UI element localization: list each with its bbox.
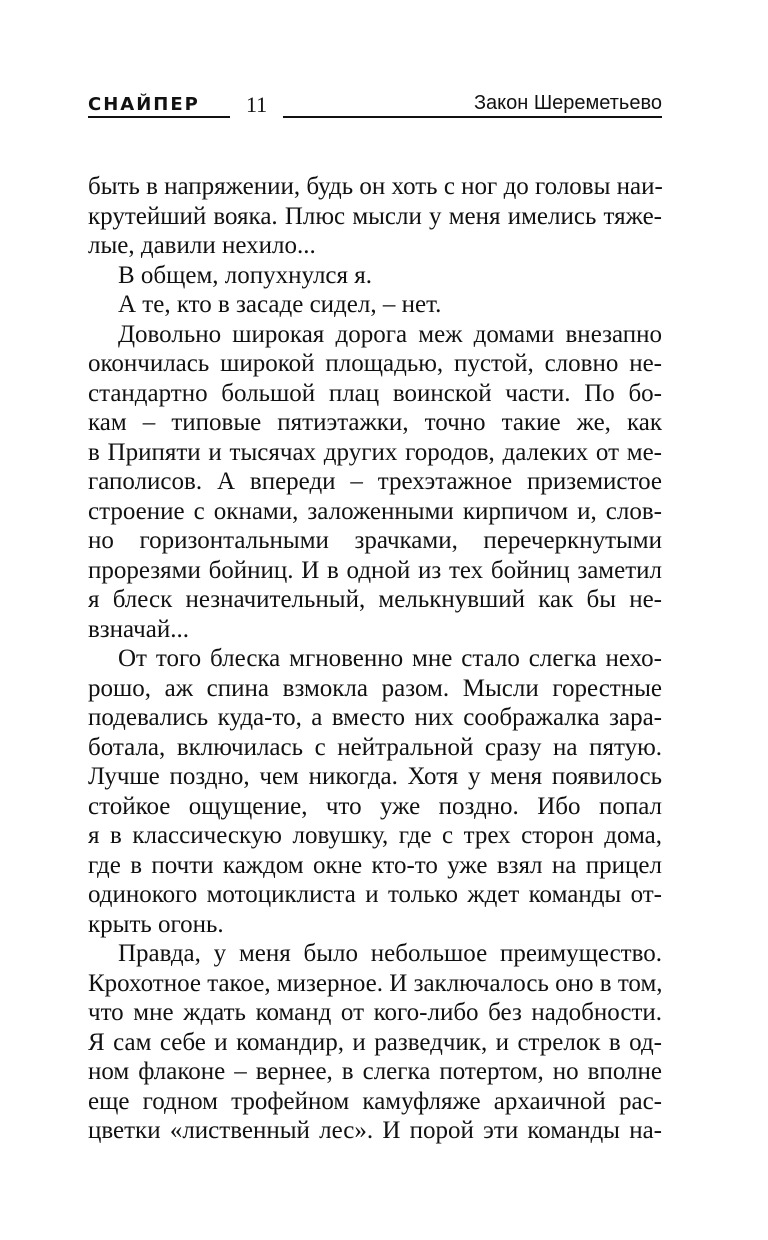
text-line: одинокого мотоциклиста и только ждет команды от- (88, 881, 662, 908)
text-line: Я сам себе и командир, и разведчик, и стрелок в од- (88, 1028, 662, 1056)
text-line: взначай... (88, 615, 189, 643)
text-line: ном флаконе – вернее, в слегка потертом, но вполне (88, 1058, 662, 1085)
text-line: крутейший вояка. Плюс мысли у меня имелись тяже- (88, 202, 662, 230)
text-line: От того блеска мгновенно мне стало слегка нехо- (118, 645, 662, 672)
text-line: цветки «лиственный лес». И порой эти команды на- (88, 1117, 662, 1144)
series-name: СНАЙПЕР (88, 94, 200, 115)
header-rule-right (283, 116, 662, 118)
text-line: стойкое ощущение, что уже поздно. Ибо попал (88, 792, 662, 820)
text-line: еще годном трофейном камуфляже архаичной рас- (88, 1087, 662, 1115)
text-line: кам – типовые пятиэтажки, точно такие же, как (88, 409, 662, 436)
text-line: где в почти каждом окне кто-то уже взял на прицел (88, 851, 662, 879)
text-line: В общем, лопухнулся я. (118, 261, 373, 289)
text-line: строение с окнами, заложенными кирпичом и, слов- (88, 497, 662, 525)
text-line: Крохотное такое, мизерное. И заключалось оно в том, (88, 969, 663, 997)
text-line: окончилась широкой площадью, пустой, словно не- (88, 350, 662, 377)
text-line: стандартно большой плац воинской части. По бо- (88, 379, 662, 407)
running-header (88, 86, 662, 126)
page-body-text (88, 172, 662, 1146)
text-line: Лучше поздно, чем никогда. Хотя у меня появилось (88, 763, 662, 790)
text-line: быть в напряжении, будь он хоть с ног до головы наи- (88, 173, 663, 200)
text-line: но горизонтальными зрачками, перечеркнутыми (88, 527, 662, 554)
text-line: подевались куда-то, а вместо них соображалка зара- (88, 704, 662, 731)
text-line: я блеск незначительный, мелькнувший как бы не- (88, 586, 662, 613)
text-line: лые, давили нехило... (88, 232, 316, 259)
text-line: ботала, включилась с нейтральной сразу на пятую. (88, 733, 662, 761)
book-title: Закон Шереметьево (473, 92, 662, 114)
text-line: Довольно широкая дорога меж домами внезапно (118, 320, 662, 348)
text-line: что мне ждать команд от кого-либо без надобности. (88, 999, 662, 1026)
page-number: 11 (246, 92, 268, 117)
text-line: Правда, у меня было небольшое преимущество. (118, 940, 662, 967)
text-line: прорезями бойниц. И в одной из тех бойниц заметил (88, 556, 662, 584)
text-line: в Припяти и тысячах других городов, далеких от ме- (88, 438, 662, 466)
text-line: гаполисов. А впереди – трехэтажное приземистое (88, 468, 662, 495)
text-line: крыть огонь. (88, 910, 224, 938)
text-line: я в классическую ловушку, где с трех сторон дома, (88, 822, 662, 849)
text-line: рошо, аж спина взмокла разом. Мысли горестные (88, 674, 662, 702)
header-rule-left (88, 116, 230, 118)
text-line: А те, кто в засаде сидел, – нет. (118, 291, 442, 318)
